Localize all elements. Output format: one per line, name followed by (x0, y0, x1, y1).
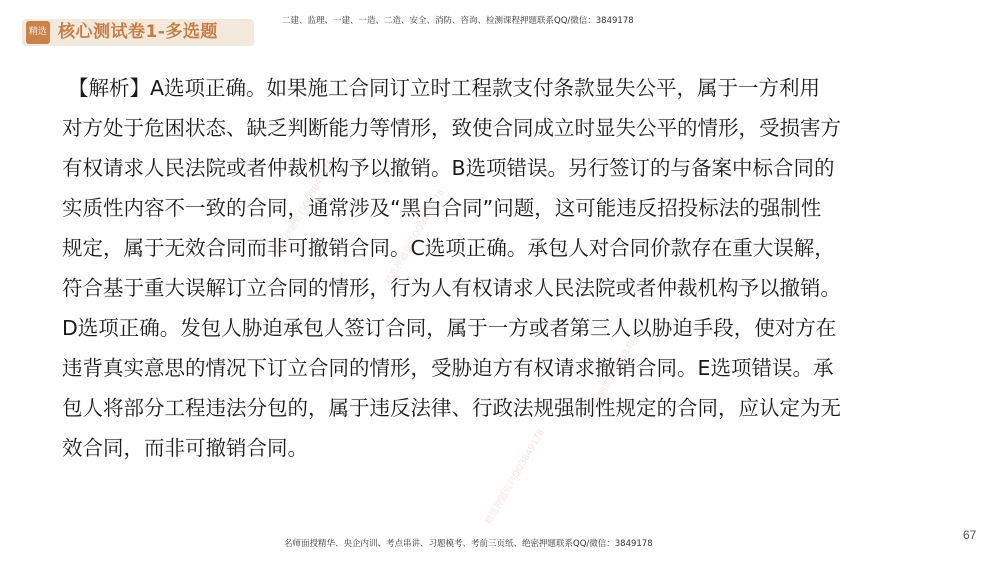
analysis-line: 包人将部分工程违法分包的，属于违反法律、行政法规强制性规定的合同，应认定为无 (62, 396, 841, 420)
analysis-line: 符合基于重大误解订立合同的情形，行为人有权请求人民法院或者仲裁机构予以撤销。 (62, 276, 841, 300)
page-number: 67 (963, 528, 977, 542)
analysis-line: 实质性内容不一致的合同，通常涉及“黑白合同”问题，这可能违反招投标法的强制性 (62, 196, 822, 220)
analysis-line: 对方处于危困状态、缺乏判断能力等情形，致使合同成立时显失公平的情形，受损害方 (62, 116, 841, 140)
watermark: 精选押题资料QQ3849178 (274, 157, 337, 257)
analysis-line: 违背真实意思的情况下订立合同的情形，受胁迫方有权请求撤销合同。E选项错误。承 (62, 356, 834, 380)
analysis-line: 有权请求人民法院或者仲裁机构予以撤销。B选项错误。另行签订的与备案中标合同的 (62, 156, 835, 180)
footer-notice: 名师面授精华、央企内训、考点串讲、习题模考、考前三页纸、绝密押题联系QQ/微信：3849178 (284, 539, 653, 549)
analysis-line: D选项正确。发包人胁迫承包人签订合同，属于一方或者第三人以胁迫手段，使对方在 (62, 316, 837, 340)
watermark: 精选押题资料QQ3849178 (584, 322, 647, 422)
logo-icon: 精选 (26, 21, 50, 44)
analysis-text-block (62, 70, 954, 470)
watermark: 精选押题资料QQ3849178 (484, 427, 547, 527)
analysis-line: 【解析】A选项正确。如果施工合同订立时工程款支付条款显失公平，属于一方利用 (68, 76, 821, 100)
analysis-line: 规定，属于无效合同而非可撤销合同。C选项正确。承包人对合同价款存在重大误解， (62, 236, 835, 260)
header-notice: 二建、监理、一建、一造、二造、安全、消防、咨询、检测课程押题联系QQ/微信：3849178 (282, 16, 634, 26)
analysis-line: 效合同，而非可撤销合同。 (62, 436, 308, 460)
watermark: 精选押题资料QQ3849178 (384, 187, 447, 287)
page-title: 核心测试卷1-多选题 (58, 22, 218, 42)
